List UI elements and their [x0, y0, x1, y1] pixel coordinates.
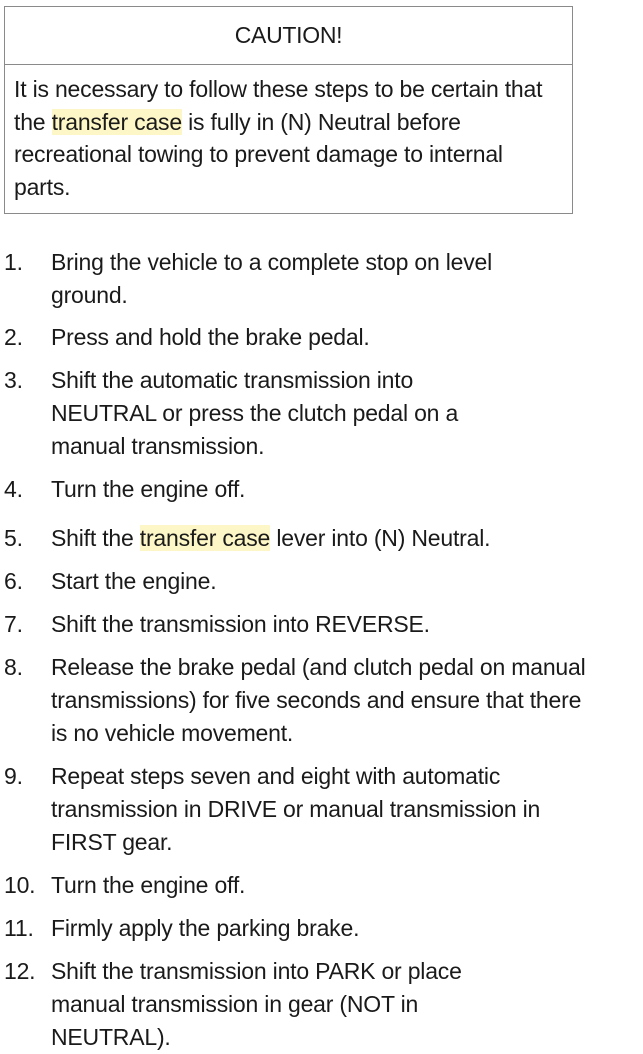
caution-title: CAUTION!: [5, 7, 572, 65]
step-text: Release the brake pedal (and clutch pedal on manual transmissions) for five seconds and ensure that there is no vehicle movement.: [51, 654, 586, 746]
step-text-after: lever into (N) Neutral.: [270, 525, 491, 551]
step-highlight: transfer case: [139, 525, 271, 551]
step-text: Shift the transmission into REVERSE.: [51, 611, 430, 637]
step-number: 3.: [4, 367, 23, 393]
step-text: Start the engine.: [51, 568, 217, 594]
step-item-2: [0, 321, 643, 354]
caution-text: [5, 65, 572, 213]
step-item-9: [0, 760, 643, 859]
step-text: Turn the engine off.: [51, 872, 246, 898]
step-item-6: [0, 565, 643, 598]
step-number: 12.: [4, 958, 36, 984]
step-number: 5.: [4, 525, 23, 551]
step-number: 10.: [4, 872, 36, 898]
step-text: Shift the automatic transmission into NEUTRAL or press the clutch pedal on a manual transmission.: [51, 367, 459, 459]
steps-list: [0, 246, 643, 1054]
step-item-12: [0, 955, 643, 1054]
step-item-3: [0, 364, 643, 463]
caution-box: [4, 6, 573, 214]
step-number: 6.: [4, 568, 23, 594]
step-item-4: [0, 473, 643, 506]
step-text: Press and hold the brake pedal.: [51, 324, 370, 350]
step-item-11: [0, 912, 643, 945]
step-number: 4.: [4, 476, 23, 502]
step-number: 1.: [4, 249, 23, 275]
step-text: Shift the transmission into PARK or place manual transmission in gear (NOT in NEUTRAL).: [51, 958, 462, 1050]
step-number: 8.: [4, 654, 23, 680]
step-item-7: [0, 608, 643, 641]
step-item-1: [0, 246, 643, 312]
step-text: Turn the engine off.: [51, 476, 246, 502]
step-item-5: [0, 522, 643, 555]
step-number: 7.: [4, 611, 23, 637]
step-text: Repeat steps seven and eight with automatic transmission in DRIVE or manual transmission in FIRST gear.: [51, 763, 541, 855]
step-text-before: Shift the: [51, 525, 140, 551]
step-item-10: [0, 869, 643, 902]
caution-text-before: It is necessary to follow these steps to be certain that the: [14, 76, 543, 135]
caution-text-after: is fully in (N) Neutral before recreational towing to prevent damage to internal parts.: [14, 108, 503, 200]
step-item-8: [0, 651, 643, 750]
step-number: 11.: [4, 915, 34, 941]
step-text: Firmly apply the parking brake.: [51, 915, 360, 941]
step-text: Bring the vehicle to a complete stop on level ground.: [51, 249, 493, 308]
caution-highlight: transfer case: [51, 108, 182, 135]
step-number: 9.: [4, 763, 23, 789]
step-number: 2.: [4, 324, 23, 350]
